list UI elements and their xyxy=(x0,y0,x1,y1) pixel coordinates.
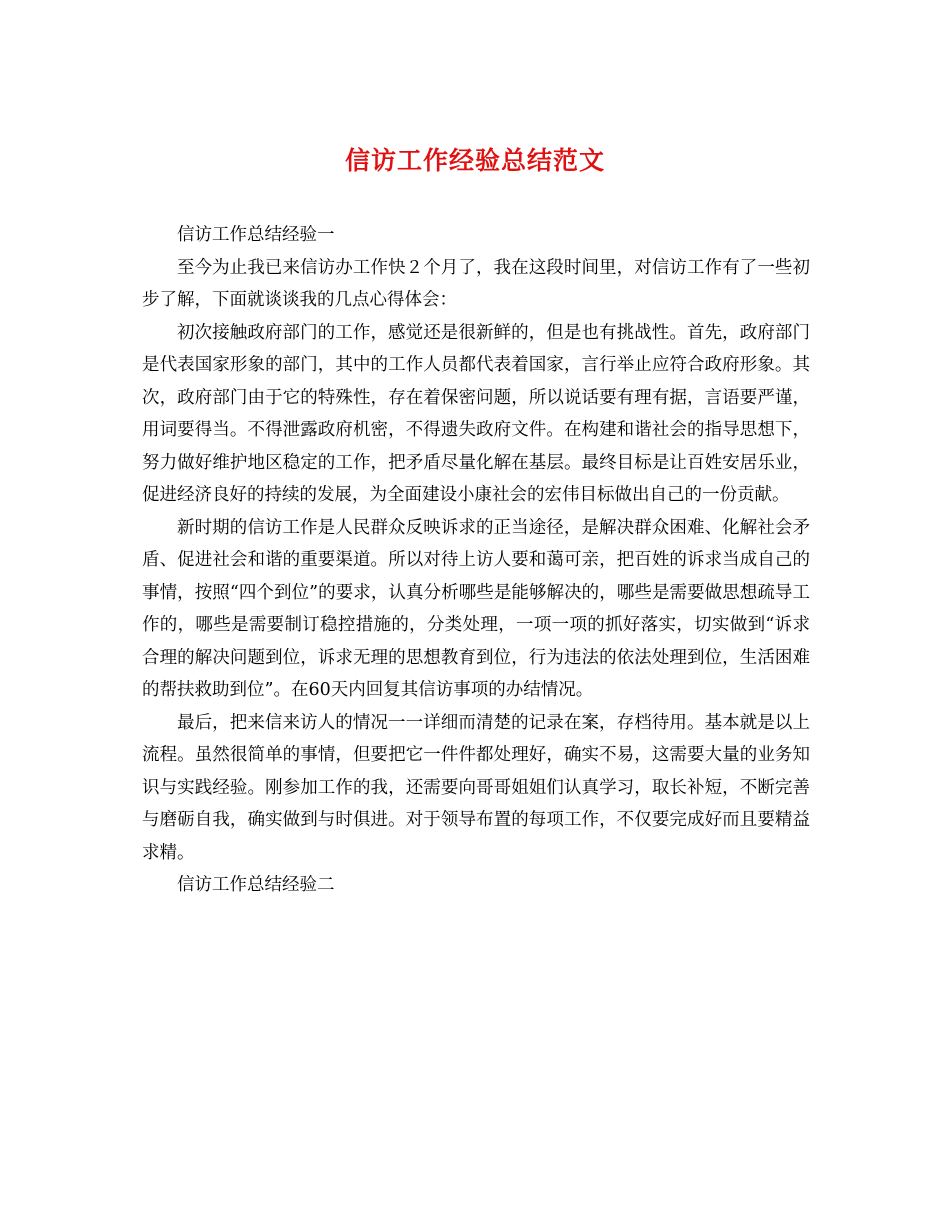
paragraph-heading-two: 信访工作总结经验二 xyxy=(177,875,335,895)
paragraph-intro: 至今为止我已来信访办工作快２个月了，我在这段时间里，对信访工作有了一些初步了解，下面就谈谈我的几点心得体会： xyxy=(142,257,810,310)
paragraph-conclusion: 最后，把来信来访人的情况一一详细而清楚的记录在案，存档待用。基本就是以上流程。虽然很简单的事情，但要把它一件件都处理好，确实不易，这需要大量的业务知识与实践经验。刚参加工作的我，还需要向哥哥姐姐们认真学习，取长补短，不断完善与磨砺自我，确实做到与时俱进。对于领导布置的每项工作，不仅要完成好而且要精益求精。 xyxy=(142,712,810,863)
document-body xyxy=(142,219,810,902)
paragraph-new-era-petitions: 新时期的信访工作是人民群众反映诉求的正当途径，是解决群众困难、化解社会矛盾、促进社会和谐的重要渠道。所以对待上访人要和蔼可亲，把百姓的诉求当成自己的事情，按照“四个到位”的要求，认真分析哪些是能够解决的，哪些是需要做思想疏导工作的，哪些是需要制订稳控措施的，分类处理，一项一项的抓好落实，切实做到“诉求合理的解决问题到位，诉求无理的思想教育到位，行为违法的依法处理到位，生活困难的帮扶救助到位”。在60天内回复其信访事项的办结情况。 xyxy=(142,517,810,700)
paragraph-first-impressions: 初次接触政府部门的工作，感觉还是很新鲜的，但是也有挑战性。首先，政府部门是代表国家形象的部门，其中的工作人员都代表着国家，言行举止应符合政府形象。其次，政府部门由于它的特殊性，存在着保密问题，所以说话要有理有据，言语要严谨，用词要得当。不得泄露政府机密，不得遗失政府文件。在构建和谐社会的指导思想下，努力做好维护地区稳定的工作，把矛盾尽量化解在基层。最终目标是让百姓安居乐业，促进经济良好的持续的发展，为全面建设小康社会的宏伟目标做出自己的一份贡献。 xyxy=(142,322,810,505)
document-title: 信访工作经验总结范文 xyxy=(344,146,605,175)
paragraph-heading-one: 信访工作总结经验一 xyxy=(177,225,335,245)
